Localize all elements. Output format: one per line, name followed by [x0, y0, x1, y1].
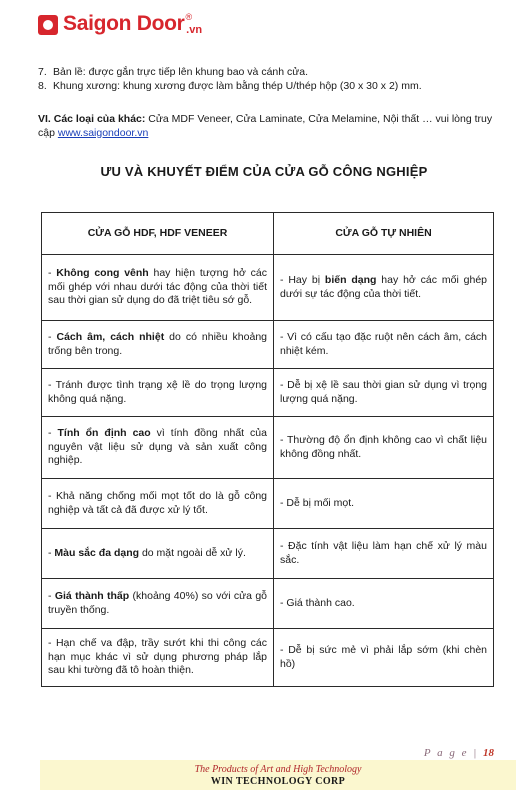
footer-company: WIN TECHNOLOGY CORP — [210, 776, 346, 787]
column-header-engineered: CỬA GỖ HDF, HDF VENEER — [42, 213, 274, 255]
table-row — [42, 417, 494, 479]
comparison-table — [41, 212, 494, 687]
cell-text: - Dễ bị xệ lề sau thời gian sử dụng vì trọng lượng quá nặng. — [280, 379, 487, 405]
table-row — [42, 579, 494, 629]
cell-bold-text: Không cong vênh — [56, 267, 149, 280]
logo-text: Saigon Door — [63, 12, 185, 35]
footer-banner — [40, 760, 516, 790]
table-header-row — [42, 213, 494, 255]
page-number — [424, 747, 494, 759]
cell-text: (khoảng 40%) so với cửa gỗ truyền thống. — [48, 590, 268, 616]
cell-bold-text: Tính ổn định cao — [57, 427, 151, 440]
cell-bold-text: Giá thành thấp — [54, 590, 130, 602]
cell-engineered — [42, 417, 274, 479]
cell-natural — [274, 369, 494, 417]
cell-engineered — [42, 369, 274, 417]
list-number: 8. — [38, 79, 47, 92]
table-row — [42, 529, 494, 579]
logo-suffix: .vn — [186, 24, 203, 36]
cell-text: - Vì có cấu tạo đặc ruột nên cách âm, cách nhiệt kém. — [280, 331, 487, 357]
cell-text: - Tránh được tình trạng xệ lề do trọng lượng không quá nặng. — [48, 379, 267, 405]
cell-text: hay hở các mối ghép dưới sự tác động của thời tiết. — [280, 274, 488, 300]
page-number-value: 18 — [483, 747, 494, 759]
table-row — [42, 369, 494, 417]
logo-registered-mark: ® — [185, 12, 193, 22]
list-number: 7. — [38, 66, 47, 78]
cell-natural — [274, 579, 494, 629]
cell-text: - Thường độ ổn định không cao vì chất liệu không đồng nhất. — [280, 434, 487, 460]
cell-text: do có nhiều khoảng trống bên trong. — [48, 331, 268, 357]
cell-text: - Đặc tính vật liệu làm hạn chế xử lý màu sắc. — [280, 540, 487, 566]
list-item — [38, 80, 498, 94]
table-row — [42, 255, 494, 321]
section-text: Cửa MDF Veneer, Cửa Laminate, Cửa Melamine, Nội thất … vui lòng truy cập — [38, 113, 493, 139]
cell-bold-text: Màu sắc đa dạng — [54, 546, 140, 559]
logo-mark-icon — [38, 15, 58, 35]
cell-text: hay hiện tượng hở các mối ghép với nhau dưới tác động của thời tiết sau thời gian sử dụng do đã triệt tiêu sớ gỗ. — [48, 267, 267, 307]
cell-bold-text: Cách âm, cách nhiệt — [56, 331, 165, 343]
footer-tagline: The Products of Art and High Technology — [194, 764, 362, 775]
cell-natural — [274, 321, 494, 369]
cell-natural — [274, 417, 494, 479]
numbered-list — [38, 66, 498, 93]
cell-text: - — [48, 590, 55, 602]
cell-engineered — [42, 629, 274, 687]
list-text: Khung xương: khung xương được làm bằng thép U/thép hộp (30 x 30 x 2) mm. — [53, 79, 422, 92]
cell-text: - — [48, 331, 57, 343]
list-item — [38, 66, 498, 80]
section-label: VI. Các loại của khác: — [38, 113, 146, 125]
section-other-types — [38, 113, 503, 140]
page-label: P a g e — [423, 747, 469, 759]
column-header-natural: CỬA GỖ TỰ NHIÊN — [274, 213, 494, 255]
cell-text: - Hạn chế va đập, trầy sướt khi thi công các hạn mục khác vì sử dụng phương pháp lắp sau khi tường đã tô hoàn thiện. — [48, 637, 267, 677]
cell-text: - Hay bị — [280, 274, 325, 286]
cell-text: - Khả năng chống mối mọt tốt do là gỗ công nghiệp và tất cả đã được xử lý tốt. — [48, 490, 267, 516]
cell-natural — [274, 255, 494, 321]
cell-text: - — [48, 427, 58, 440]
cell-text: - — [48, 546, 55, 559]
cell-text: vì tính đồng nhất của nguyên vật liệu sử dụng và sản xuất công nghiệp. — [48, 427, 267, 467]
brand-logo — [38, 12, 202, 38]
cell-text: do mặt ngoài dễ xử lý. — [139, 546, 246, 559]
cell-text: - — [48, 267, 57, 280]
cell-bold-text: biến dạng — [324, 274, 377, 286]
page-separator: | — [468, 747, 483, 759]
table-row — [42, 321, 494, 369]
list-text: Bản lề: được gắn trực tiếp lên khung bao và cánh cửa. — [53, 66, 309, 78]
website-link[interactable]: www.saigondoor.vn — [57, 126, 149, 139]
cell-engineered — [42, 255, 274, 321]
cell-text: - Dễ bị sức mẻ vì phải lắp sớm (khi chèn hồ) — [280, 644, 487, 670]
cell-engineered — [42, 479, 274, 529]
cell-text: - Giá thành cao. — [280, 596, 355, 609]
cell-engineered — [42, 579, 274, 629]
cell-natural — [274, 529, 494, 579]
cell-natural — [274, 629, 494, 687]
cell-natural — [274, 479, 494, 529]
table-row — [42, 629, 494, 687]
cell-text: - Dễ bị mối mọt. — [280, 496, 355, 509]
cell-engineered — [42, 529, 274, 579]
cell-engineered — [42, 321, 274, 369]
table-row — [42, 479, 494, 529]
page-heading: ƯU VÀ KHUYẾT ĐIỂM CỦA CỬA GỖ CÔNG NGHIỆP — [100, 164, 428, 179]
